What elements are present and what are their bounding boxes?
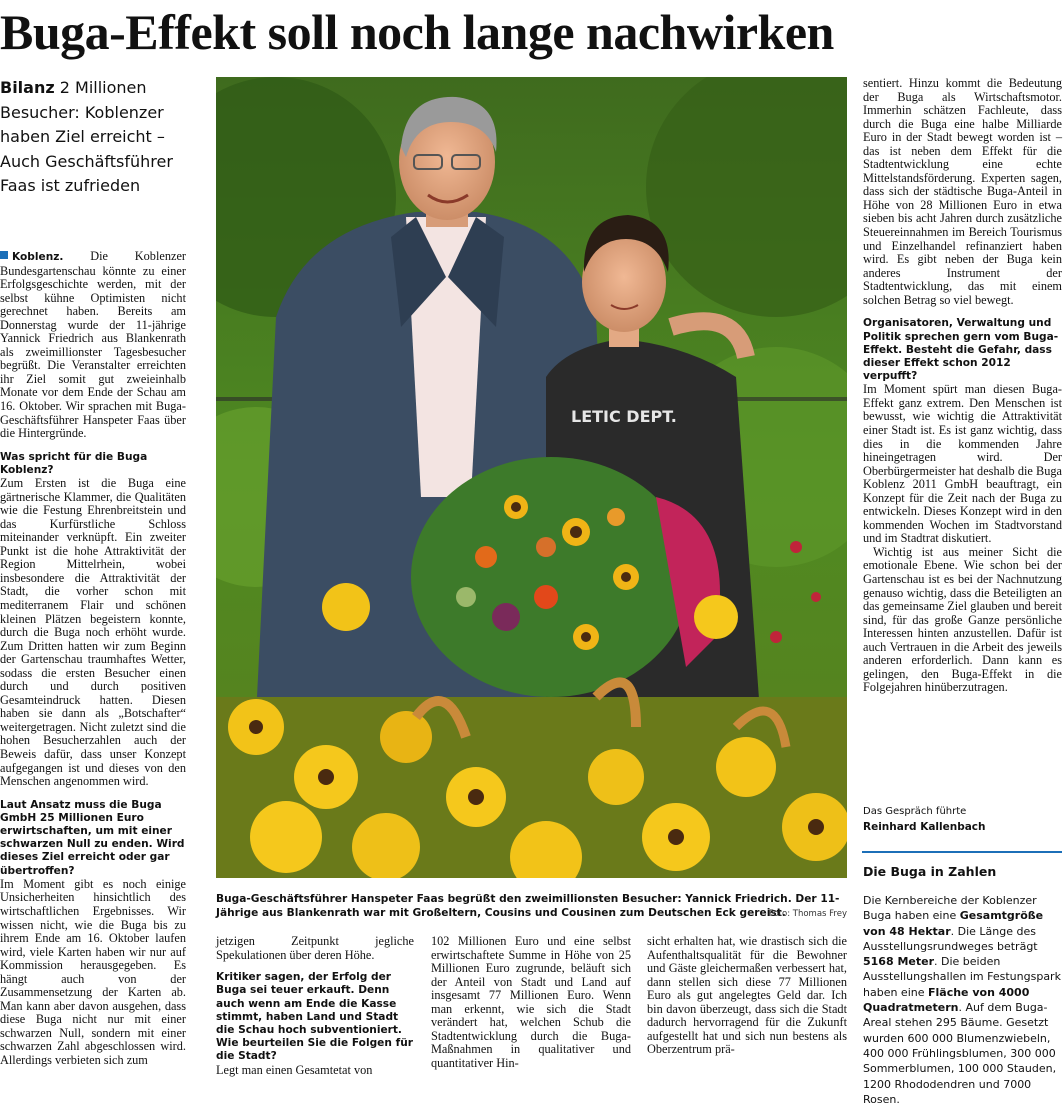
info-text-3: . Die beiden Ausstellungshallen im Festungspark haben eine (863, 955, 1061, 999)
info-box-title: Die Buga in Zahlen (863, 864, 997, 879)
info-text-4: . Auf dem Buga-Areal stehen 295 Bäume. Gesetzt wurden 600 000 Blumenzwiebeln, 400 000 Frühlingsblumen, 300 000 Sommerblumen, 100 000 Stauden, 1200 Rhododendren und 7000 Rosen. (863, 1001, 1057, 1106)
photo-credit: Foto: Thomas Frey (768, 909, 847, 919)
teaser (0, 76, 205, 199)
article-column-3 (431, 935, 631, 1070)
col5-text-c: Wichtig ist aus meiner Sicht die emotionale Ebene. Wie schon bei der Gartenschau ist es bei der Nachnutzung genauso wichtig, dass die Beteiligten an das gemeinsame Ziel glauben und bereit sind, für das große Ganze persönliche Interessen hinten anzustellen. Dafür ist auch Vertrauen in die Arbeit des jeweils anderen erforderlich. Dann kann es gelingen, den Buga-Effekt in die Folgejahren hinüberzutragen. (863, 544, 1062, 695)
question-2: Laut Ansatz muss die Buga GmbH 25 Millionen Euro erwirtschaften, um mit einer schwarzen Null zu enden. Wird dieses Ziel erreicht oder gar übertroffen? (0, 798, 185, 877)
intro-text: Die Koblenzer Bundesgartenschau könnte zu einer Erfolgsgeschichte werden, mit der selbst kühne Optimisten nicht gerechnet haben. Bereits am Donnerstag wurde der 11-jährige Yannick Friedrich aus Blankenrath als zweimillionster Tagesbesucher begrüßt. Die Veranstalter erreichten ihr Ziel somit gut zweieinhalb Monate vor dem Ende der Schau am 16. Oktober. Wir sprachen mit Buga-Geschäftsführer Hanspeter Faas über die Hintergründe. (0, 249, 186, 441)
question-3: Kritiker sagen, der Erfolg der Buga sei teuer erkauft. Denn auch wenn am Ende die Kasse stimmt, haben Land und Stadt die Schau hoch subventioniert. Wie beurteilen Sie die Folgen für die Stadt? (216, 971, 413, 1063)
info-box-rule (862, 851, 1062, 853)
dateline-marker (0, 251, 8, 259)
info-bold-3: Fläche von 4000 Quadratmetern (863, 985, 1030, 1015)
interviewer-name: Reinhard Kallenbach (863, 821, 986, 833)
col4-text: sicht erhalten hat, wie drastisch sich die Aufenthaltsqualität für die Bewohner und Gäste gleichermaßen verbessert hat, dann stellen sich diese 77 Millionen Euro als gut angelegtes Geld dar. Ich bin davon überzeugt, dass sich die Stadt dadurch hervorragend für die Zukunft aufgestellt hat und sich nun bestens als Oberzentrum prä- (647, 934, 847, 1057)
question-4: Organisatoren, Verwaltung und Politik sprechen gern vom Buga-Effekt. Besteht die Gefahr, dass dieser Effekt schon 2012 verpufft? (863, 317, 1059, 383)
col5-text-b: Im Moment spürt man diesen Buga-Effekt ganz extrem. Den Menschen ist bewusst, wie wichtig die Attraktivität einer Stadt ist. Es ist ganz wichtig, dass dies in die kommenden Jahre hineingetragen wird. Der Oberbürgermeister hat deshalb die Buga Koblenz 2011 GmbH beauftragt, ein Konzept für die Zeit nach der Buga zu entwickeln. Dieses Konzept wird in den kommenden Wochen im Stadtvorstand und im Stadtrat diskutiert. (863, 382, 1062, 546)
col2-text-a: jetzigen Zeitpunkt jegliche Spekulationen über deren Höhe. (216, 934, 414, 962)
caption-text: Buga-Geschäftsführer Hanspeter Faas begrüßt den zweimillionsten Besucher: Yannick Friedrich. Der 11-Jährige aus Blankenrath war mit Großeltern, Cousins und Cousinen zum Deutschen Eck gereist. (216, 893, 840, 919)
article-photo (216, 77, 847, 878)
col2-text-b: Legt man einen Gesamtetat von (216, 1062, 373, 1077)
info-bold-2: 5168 Meter (863, 955, 934, 969)
teaser-kicker: Bilanz (0, 78, 55, 97)
info-bold-1: Gesamtgröße von 48 Hektar (863, 909, 1044, 938)
dateline: Koblenz. (12, 251, 64, 263)
article-column-2 (216, 935, 414, 1077)
info-box-text (863, 893, 1061, 1107)
shirt-print: LETIC DEPT. (571, 407, 677, 426)
headline: Buga-Effekt soll noch lange nachwirken (0, 4, 834, 60)
question-1: Was spricht für die Buga Koblenz? (0, 450, 148, 476)
teaser-text: 2 Millionen Besucher: Koblenzer haben Ziel erreicht – Auch Geschäftsführer Faas ist zufrieden (0, 78, 173, 195)
photo-caption (216, 892, 847, 920)
article-column-5 (863, 77, 1062, 695)
col3-text: 102 Millionen Euro und eine selbst erwirtschaftete Summe in Höhe von 25 Millionen Euro zugrunde, beläuft sich der Anteil von Stadt und Land auf insgesamt 77 Millionen Euro. Wenn man erkennt, wie sich die Stadt verändert hat, welchen Schub die Stadtentwicklung durch die Buga-Maßnahmen in qualitativer und quantitativer Hin- (431, 934, 631, 1070)
article-column-4 (647, 935, 847, 1057)
col5-text-a: sentiert. Hinzu kommt die Bedeutung der Buga als Wirtschaftsmotor. Immerhin schätzen Fachleute, dass durch die Buga eine halbe Milliarde Euro in der Stadt bewegt worden ist – das ist neben dem Effekt für die Stadtentwicklung eine echte Mittelstandsförderung. Experten sagen, dass sich der städtische Buga-Anteil in Höhe von 28 Millionen Euro in etwa sieben bis acht Jahren durch zusätzliche Steuereinnahmen im Bereich Tourismus und Einzelhandel refinanziert haben wird. Es gibt neben der Buga kein anderes Instrument der Stadtentwicklung, das mit einem solchen Betrag so viel bewegt. (863, 76, 1062, 307)
info-text-1: Die Kernbereiche der Koblenzer Buga haben eine (863, 894, 1037, 923)
interviewer-label: Das Gespräch führte (863, 806, 967, 817)
info-text-2: . Die Länge des Ausstellungsrundweges beträgt (863, 924, 1038, 953)
answer-2: Im Moment gibt es noch einige Unsicherheiten hinsichtlich des wirtschaftlichen Ergebnisses. Wir wissen nicht, wie die Buga bis zu ihrem Ende am 16. Oktober laufen wird, viele Karten haben wir nur auf Kommission herausgegeben. Es hängt auch von der Zusammensetzung der Karten ab. Man kann aber davon ausgehen, dass diese Buga nicht nur mit einer schwarzen Null, sondern mit einer schwarzen Zahl abgeschlossen wird. Allerdings verbieten sich zum (0, 876, 186, 1067)
article-column-1 (0, 250, 186, 1068)
answer-1: Zum Ersten ist die Buga eine gärtnerische Klammer, die Qualitäten wie die Festung Ehrenbreitstein und das Kurfürstliche Schloss miteinander verknüpft. Ein zweiter Punkt ist die hohe Attraktivität der Region Mittelrhein, wobei insbesondere die Attraktivität der Stadt, die vorher schon mit mediterranem Flair und schönen kleinen Plätzen begeistern konnte, durch die Buga noch erhöht wurde. Zum Dritten hatten wir zum Beginn der Gartenschau traumhaftes Wetter, sodass die ersten Besucher einen durch und durch positiven Gesamteindruck hatten. Diesen haben sie dann als „Botschafter“ weitergetragen. Nicht zuletzt sind die hohen Besucherzahlen auch der Beweis dafür, dass unser Konzept aufgegangen ist und dieses von den Menschen angenommen wird. (0, 476, 186, 789)
